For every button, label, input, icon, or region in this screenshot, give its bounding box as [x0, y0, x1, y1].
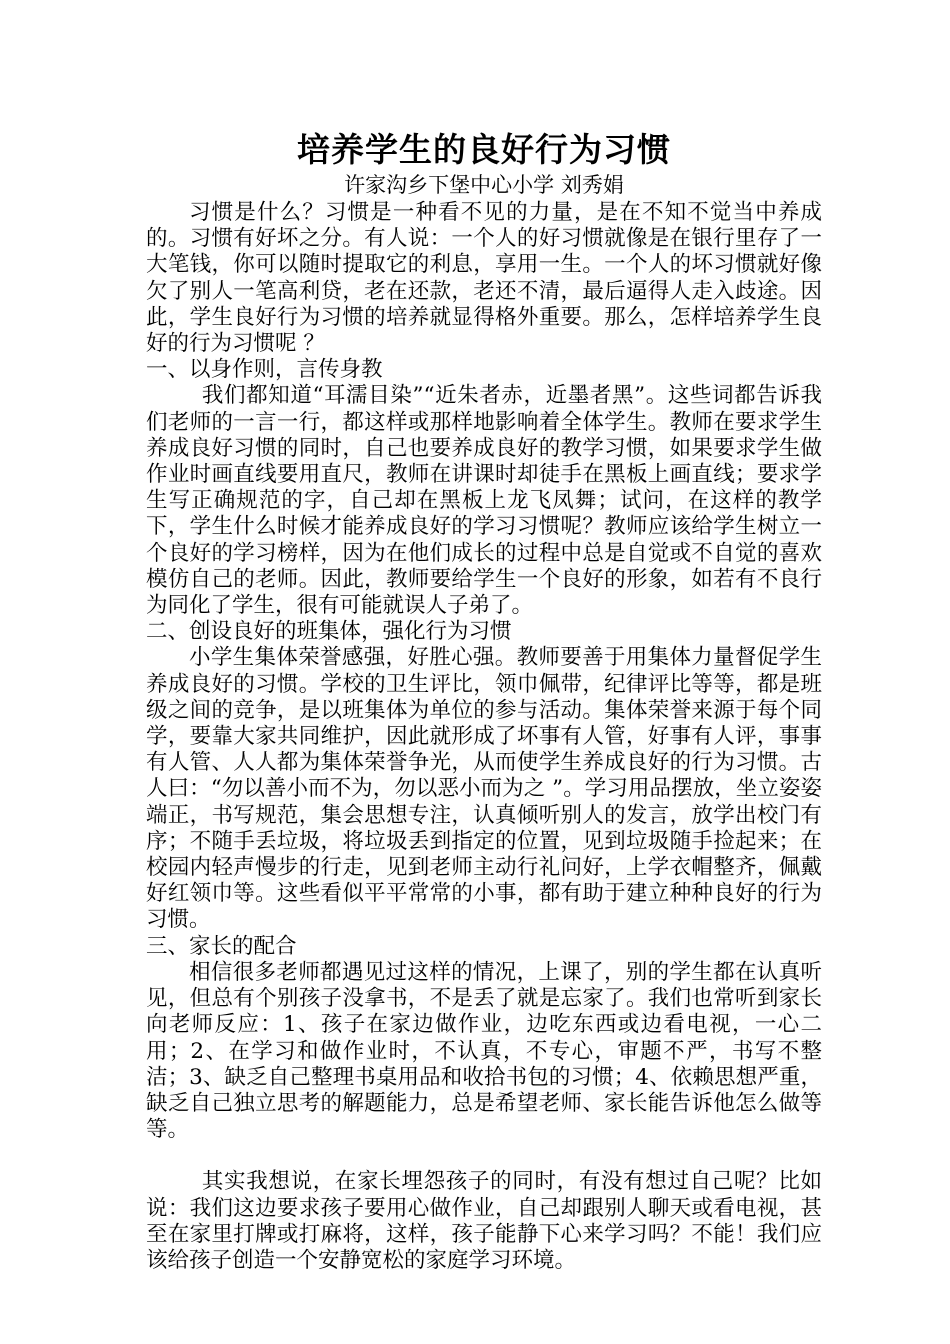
- document-title: 培养学生的良好行为习惯: [297, 130, 671, 169]
- section-heading-1: 一、以身作则，言传身教: [146, 357, 383, 383]
- section-3-paragraph-2: 其实我想说，在家长埋怨孩子的同时，有没有想过自己呢？比如说：我们这边要求孩子要用心做作业，自己却跟别人聊天或看电视，甚至在家里打牌或打麻将，这样，孩子能静下心来学习吗？不能！我们应该给孩子创造一个安静宽松的家庭学习环境。: [146, 1169, 822, 1273]
- section-heading-3: 三、家长的配合: [146, 933, 297, 959]
- document-page: [146, 128, 822, 1274]
- section-1-paragraph-1: 我们都知道“耳濡目染”“近朱者赤，近墨者黑”。这些词都告诉我们老师的一言一行，都这样或那样地影响着全体学生。教师在要求学生养成良好习惯的同时，自己也要养成良好的教学习惯，如果要求学生做作业时画直线要用直尺，教师在讲课时却徒手在黑板上画直线；要求学生写正确规范的字，自己却在黑板上龙飞凤舞；试问，在这样的教学下，学生什么时候才能养成良好的学习习惯呢？教师应该给学生树立一个良好的学习榜样，因为在他们成长的过程中总是自觉或不自觉的喜欢模仿自己的老师。因此，教师要给学生一个良好的形象，如若有不良行为同化了学生，很有可能就误人子弟了。: [146, 383, 822, 619]
- section-heading-2: 二、创设良好的班集体，强化行为习惯: [146, 619, 512, 645]
- blank-line: [146, 1143, 822, 1169]
- section-2-paragraph-1: 小学生集体荣誉感强，好胜心强。教师要善于用集体力量督促学生养成良好的习惯。学校的卫生评比，领巾佩带，纪律评比等等，都是班级之间的竞争，是以班集体为单位的参与活动。集体荣誉来源于每个同学，要靠大家共同维护，因此就形成了坏事有人管，好事有人评，事事有人管、人人都为集体荣誉争光，从而使学生养成良好的行为习惯。古人曰：“勿以善小而不为，勿以恶小而为之 ”。学习用品摆放，坐立姿姿端正，书写规范，集会思想专注，认真倾听别人的发言，放学出校门有序；不随手丢垃圾，将垃圾丢到指定的位置，见到垃圾随手捡起来；在校园内轻声慢步的行走，见到老师主动行礼问好，上学衣帽整齐，佩戴好红领巾等。这些看似平平常常的小事，都有助于建立种种良好的行为习惯。: [146, 645, 822, 933]
- document-author: 许家沟乡下堡中心小学 刘秀娟: [344, 173, 624, 197]
- section-3-paragraph-1: 相信很多老师都遇见过这样的情况，上课了，别的学生都在认真听见，但总有个别孩子没拿书，不是丢了就是忘家了。我们也常听到家长向老师反应：1、孩子在家边做作业，边吃东西或边看电视，一心二用；2、在学习和做作业时，不认真，不专心，审题不严，书写不整洁；3、缺乏自己整理书桌用品和收拾书包的习惯；4、依赖思想严重，缺乏自己独立思考的解题能力，总是希望老师、家长能告诉他怎么做等等。: [146, 959, 822, 1143]
- intro-paragraph: 习惯是什么？习惯是一种看不见的力量，是在不知不觉当中养成的。习惯有好坏之分。有人说：一个人的好习惯就像是在银行里存了一大笔钱，你可以随时提取它的利息，享用一生。一个人的坏习惯就好像欠了别人一笔高利贷，老在还款，老还不清，最后逼得人走入歧途。因此，学生良好行为习惯的培养就显得格外重要。那么，怎样培养学生良好的行为习惯呢 ？: [146, 200, 822, 357]
